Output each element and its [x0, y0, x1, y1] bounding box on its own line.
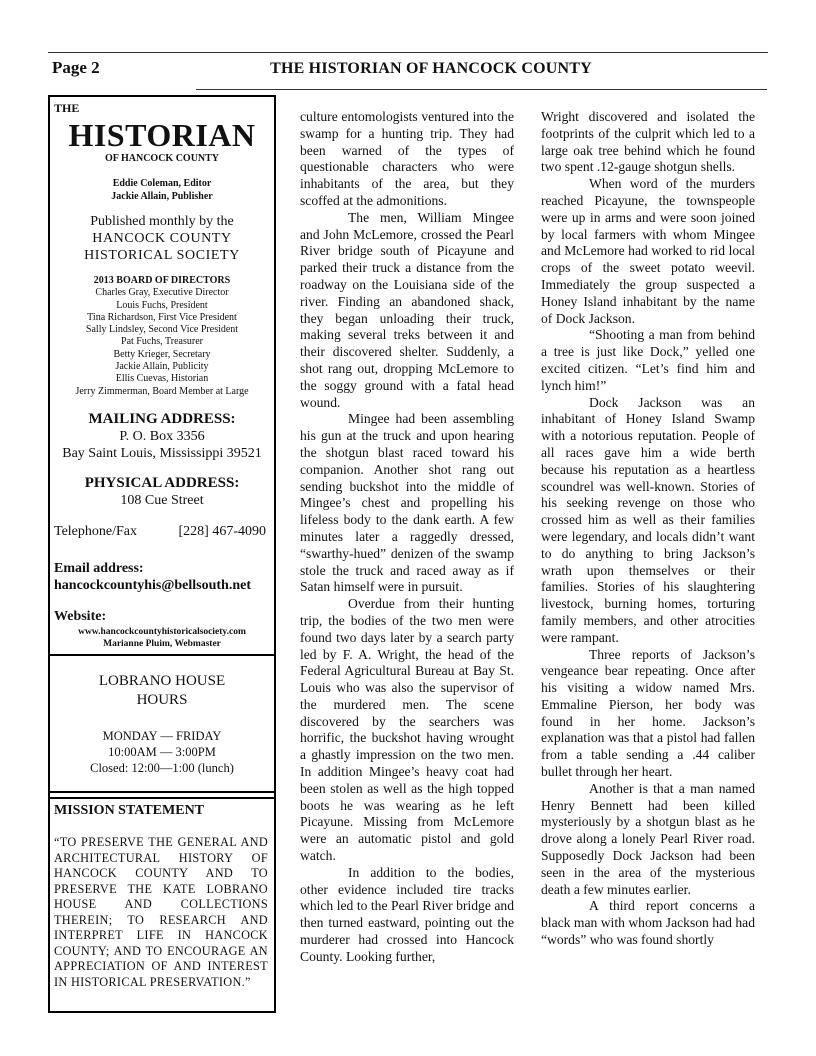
article-paragraph: Mingee had been assembling his gun at the truck and upon hearing the shotgun blast raced toward his companion. Another shot rang out sending buckshot into the middle of Mingee’s chest and propelling his lifeless body to the dank earth. A few minutes later a raggedly dressed, “swarthy-hued” denizen of the swamp stole the truck and raced away as if Satan himself were in pursuit. — [300, 411, 514, 595]
lobrano-title — [50, 672, 274, 710]
page-number: Page 2 — [52, 58, 100, 77]
lobrano-schedule — [50, 728, 274, 776]
publisher-line: Jackie Allain, Publisher — [111, 191, 213, 202]
mailing-heading: MAILING ADDRESS: — [88, 411, 236, 427]
editor-line: Eddie Coleman, Editor — [112, 178, 212, 189]
society-line-2: HISTORICAL SOCIETY — [84, 248, 240, 263]
telephone-label: Telephone/Fax — [54, 524, 137, 539]
email-label: Email address: — [54, 561, 144, 576]
website-block — [50, 626, 274, 650]
mailing-line-1: P. O. Box 3356 — [119, 429, 205, 444]
lobrano-hours: 10:00AM — 3:00PM — [108, 745, 216, 759]
article-paragraph: Another is that a man named Henry Bennett had been killed mysteriously by a shotgun blast as he drove along a lonely Pearl River road. Supposedly Dock Jackson had been seen in the area of the mysterious death a few minutes earlier. — [541, 780, 755, 897]
board-member: Louis Fuchs, President — [116, 299, 208, 311]
article-paragraph: Three reports of Jackson’s vengeance bear repeating. Once after his visiting a widow named Mrs. Emmaline Pierson, her body was found in her home. Jackson’s explanation was that a pistol had fallen from a table sending a .44 caliber bullet through her heart. — [541, 646, 755, 780]
article-paragraph: In addition to the bodies, other evidence included tire tracks which led to the Pearl River bridge and then turned eastward, pointing out the murderer had crossed into Hancock County. Looking further, — [300, 864, 514, 964]
masthead-box — [50, 97, 274, 656]
mission-statement-box — [50, 797, 274, 1011]
telephone-number: [228] 467-4090 — [178, 524, 266, 539]
lobrano-days: MONDAY — FRIDAY — [102, 729, 222, 743]
article-paragraph: When word of the murders reached Picayune, the townspeople were up in arms and were soon joined by local farmers with whom Mingee and McLemore had worked to rid local crops of the sweet potato weevil. Immediately the group suspected a Honey Island inhabitant by the name of Dock Jackson. — [541, 176, 755, 326]
website-label: Website: — [54, 609, 107, 624]
publisher-block — [50, 213, 274, 264]
physical-address — [50, 475, 274, 509]
mailing-line-2: Bay Saint Louis, Mississippi 39521 — [62, 446, 262, 461]
board-member: Sally Lindsley, Second Vice President — [85, 324, 239, 336]
board-member: Pat Fuchs, Treasurer — [121, 336, 203, 348]
article-paragraph: The men, William Mingee and John McLemore, crossed the Pearl River bridge south of Picayune and parked their truck a distance from the roadway on the Louisiana side of the river. Finding an abandoned shack, they began unloading their truck, making several treks between it and their discovered shelter. Suddenly, a shot rang out, dropping McLemore to the soggy ground with a fatal head wound. — [300, 209, 514, 410]
article-paragraph: Dock Jackson was an inhabitant of Honey Island Swamp with a notorious reputation. People of all races gave him a wide berth because his reputation as a heartless scoundrel was well-known. Stories of his seeking revenge on those who crossed him as well as their families were legendary, and locals didn’t want to do anything to bring Jackson’s wrath upon themselves or their families. Stories of his slaughtering livestock, burning homes, torturing family members, and other atrocities were rampant. — [541, 394, 755, 645]
article-column-2 — [541, 109, 755, 949]
email-address: hancockcountyhis@bellsouth.net — [54, 578, 252, 593]
header-rule-top — [48, 52, 768, 53]
sidebar — [48, 95, 276, 1013]
article-paragraph: A third report concerns a black man with whom Jackson had had “words” who was found shortly — [541, 898, 755, 948]
website-url: www.hancockcountyhistoricalsociety.com — [78, 627, 246, 637]
header-rule-bottom — [196, 89, 767, 90]
masthead-of-county: OF HANCOCK COUNTY — [104, 153, 220, 164]
article-paragraph: Overdue from their hunting trip, the bodies of the two men were found two days later by a search party led by F. A. Wright, the head of the Federal Agricultural Bureau at Bay St. Louis who was also the supervisor of the murdered men. The scene discovered by the searchers was horrific, the buckshot having wrought a ghastly impression on the two men. In addition Mingee’s heavy coat had been stolen as well as the high topped boots he was wearing as he left Picayune. Missing from McLemore were an automatic pistol and gold watch. — [300, 596, 514, 864]
article-paragraph: Wright discovered and isolated the footprints of the culprit which led to a large oak tree behind which he found two spent .12-gauge shotgun shells. — [541, 109, 755, 175]
board-member: Betty Krieger, Secretary — [113, 348, 211, 360]
lobrano-title-line-1: LOBRANO HOUSE — [98, 673, 226, 689]
lobrano-closed: Closed: 12:00—1:00 (lunch) — [90, 761, 234, 775]
board-of-directors — [50, 275, 274, 398]
newsletter-title: THE HISTORIAN OF HANCOCK COUNTY — [270, 60, 592, 77]
webmaster-line: Marianne Pluim, Webmaster — [103, 639, 221, 649]
board-member: Tina Richardson, First Vice President — [87, 311, 237, 323]
board-member: Charles Gray, Executive Director — [95, 287, 229, 299]
published-line: Published monthly by the — [90, 214, 234, 229]
lobrano-title-line-2: HOURS — [136, 692, 188, 708]
masthead-staff — [50, 177, 274, 203]
physical-heading: PHYSICAL ADDRESS: — [84, 475, 240, 491]
society-line-1: HANCOCK COUNTY — [92, 231, 232, 246]
board-member: Jerry Zimmerman, Board Member at Large — [75, 385, 249, 397]
mission-body: “TO PRESERVE THE GENERAL AND ARCHITECTURAL HISTORY OF HANCOCK COUNTY AND TO PRESERVE THE KATE LOBRANO HOUSE AND COLLECTIONS THEREIN; TO RESEARCH AND INTERPRET LIFE IN HANCOCK COUNTY; AND TO ENCOURAGE AN APPRECIATION OF AND INTEREST IN HISTORICAL PRESERVATION.” — [54, 835, 268, 989]
mission-heading: MISSION STATEMENT — [54, 803, 205, 818]
telephone-row — [54, 524, 266, 540]
masthead-the: THE — [54, 101, 80, 115]
board-member: Ellis Cuevas, Historian — [115, 373, 209, 385]
mailing-address — [50, 411, 274, 462]
lobrano-hours-box — [50, 656, 274, 793]
article-paragraph: “Shooting a man from behind a tree is just like Dock,” yelled one excited citizen. “Let’s find him and lynch him!” — [541, 327, 755, 393]
physical-line: 108 Cue Street — [120, 493, 204, 508]
email-block — [54, 560, 251, 594]
article-paragraph: culture entomologists ventured into the swamp for a hunting trip. They had been warned of the types of questionable characters who were inhabitants of the area, but they scoffed at the admonitions. — [300, 109, 514, 208]
article-column-1 — [300, 109, 514, 966]
masthead-historian: HISTORIAN — [68, 117, 256, 153]
board-heading: 2013 BOARD OF DIRECTORS — [93, 275, 231, 286]
board-member: Jackie Allain, Publicity — [115, 361, 209, 373]
